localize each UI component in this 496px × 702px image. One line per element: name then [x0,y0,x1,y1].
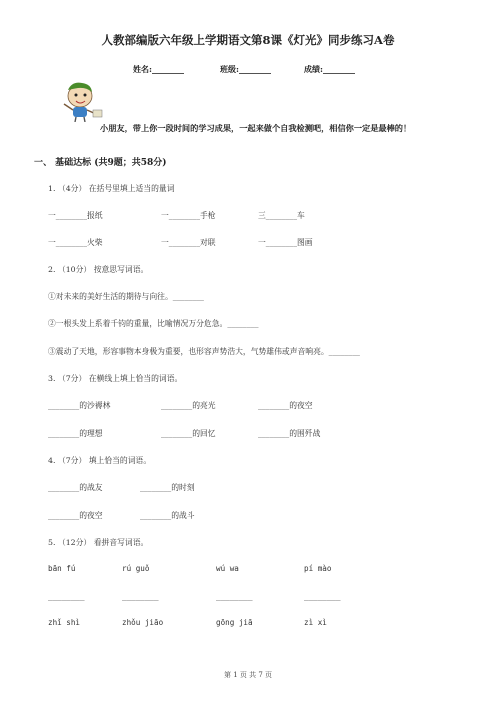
answer-blank: ________ [304,592,341,601]
blank-cell: 一________报纸 [48,211,103,220]
blank-cell: ________的沙褥林 [48,401,111,410]
blank-cell: 一________手枪 [161,211,216,220]
question-1-label: 1. （4分） 在括号里填上适当的量词 [48,184,175,193]
pinyin-item: gōng jiā [216,618,253,627]
blank-cell: 一________图画 [258,238,313,247]
blank-cell: 三________车 [258,211,305,220]
blank-cell: ________的战友 [48,483,103,492]
name-field: 姓名:________ [133,64,184,74]
question-5-label: 5. （12分） 看拼音写词语。 [48,538,149,547]
pinyin-item: zhǐ shì [48,618,81,627]
motto-text: 小朋友，带上你一段时间的学习成果，一起来做个自我检测吧，相信你一定是最棒的！ [100,123,412,133]
blank-cell: ________的亮光 [161,401,216,410]
pinyin-item: zhǒu jiāo [122,618,164,627]
question-3-label: 3. （7分） 在横线上填上恰当的词语。 [48,374,183,383]
pinyin-item: rú guǒ [122,564,150,573]
class-field: 班级:________ [220,64,271,74]
pinyin-item: pí mào [304,564,332,573]
page-title: 人教部编版六年级上学期语文第8课《灯光》同步练习A卷 [101,33,395,47]
blank-cell: ________的夜空 [258,401,313,410]
definition-line: ②一根头发上系着千钧的重量，比喻情况万分危急。________ [48,319,259,328]
pinyin-item: bān fú [48,564,76,573]
pinyin-item: wú wa [216,564,239,573]
blank-cell: ________的理想 [48,429,103,438]
blank-cell: 一________对联 [161,238,216,247]
answer-blank: ________ [216,592,253,601]
answer-blank: ________ [122,592,159,601]
blank-cell: ________的战斗 [140,511,195,520]
section-heading: 一、 基础达标 (共9题；共58分) [34,158,167,168]
blank-cell: ________的回忆 [161,429,216,438]
page-footer: 第 1 页 共 7 页 [223,671,273,679]
pinyin-item: zì xì [304,618,327,627]
blank-cell: 一________火柴 [48,238,103,247]
blank-cell: ________的时刻 [140,483,195,492]
definition-line: ③震动了天地，形容事物本身极为重要，也形容声势浩大，气势雄伟或声音响亮。________ [48,347,360,356]
score-field: 成绩:________ [304,64,355,74]
blank-cell: ________的夜空 [48,511,103,520]
blank-cell: ________的围歼战 [258,429,321,438]
definition-line: ①对未来的美好生活的期待与向往。________ [48,292,204,301]
question-4-label: 4. （7分） 填上恰当的词语。 [48,456,152,465]
mascot-icon [58,78,104,122]
answer-blank: ________ [48,592,85,601]
question-2-label: 2. （10分） 按意思写词语。 [48,265,149,274]
